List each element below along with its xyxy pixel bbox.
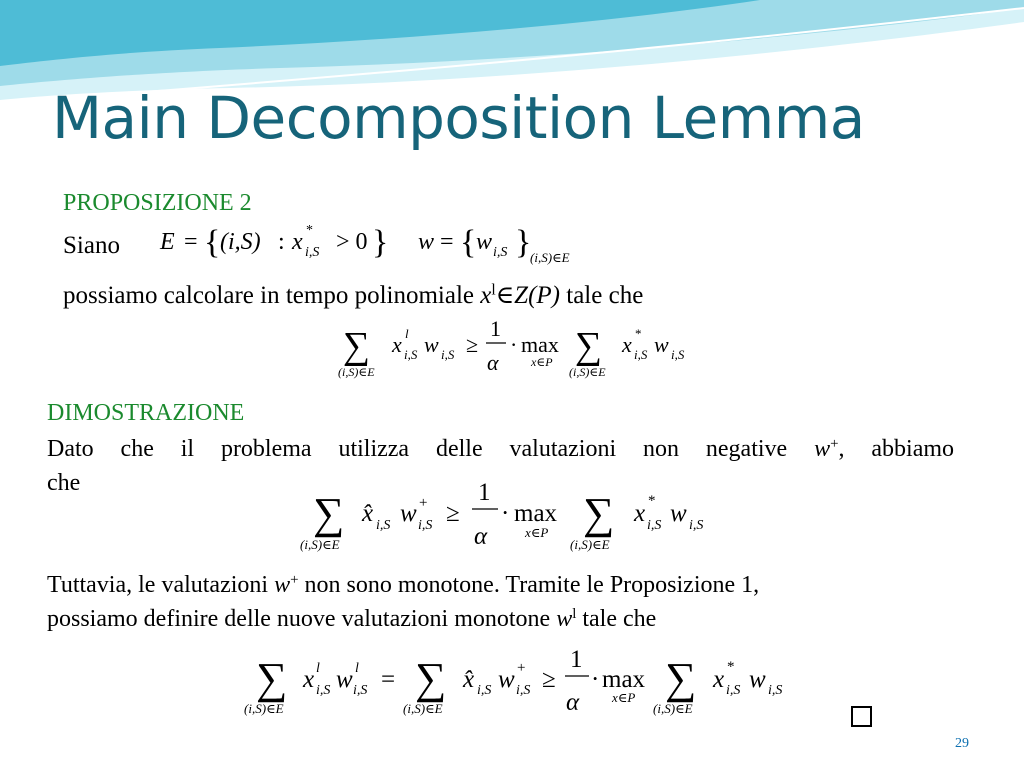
f4-w-sup: l (355, 661, 359, 676)
f3-range-1: (i,S)∈E (300, 537, 340, 552)
sentence-before: possiamo calcolare in tempo polinomiale (63, 282, 481, 309)
f3-max: max (514, 500, 558, 527)
f4-x: x (303, 666, 315, 693)
f1-idx: i,S (305, 245, 320, 260)
f3-xhat-idx: i,S (376, 518, 391, 533)
f3-w-idx: i,S (418, 518, 433, 533)
f4-range-2: (i,S)∈E (403, 701, 443, 716)
f4-xhat-idx: i,S (477, 683, 492, 698)
proof-text-4: possiamo definire delle nuove valutazioni monotone (47, 606, 557, 632)
f2-xstar-sup: * (635, 326, 642, 341)
f4-w2-idx: i,S (768, 683, 783, 698)
f4-eq: = (381, 666, 396, 693)
f2-xstar: x (622, 332, 632, 357)
f1-pair: (i,S) (220, 229, 261, 255)
f4-w-idx: i,S (353, 683, 368, 698)
f3-w2-idx: i,S (689, 518, 704, 533)
f3-x-in-p: x∈P (525, 525, 549, 540)
f2-w2-idx: i,S (671, 347, 685, 362)
f4-w2: w (749, 666, 766, 693)
w-variable: w (814, 436, 831, 462)
f4-cdot: · (591, 666, 600, 693)
proof-line-2: che (47, 470, 81, 496)
f3-range-2: (i,S)∈E (570, 537, 610, 552)
f4-w: w (336, 666, 353, 693)
f4-xstar-sup: * (727, 659, 735, 675)
f2-w-idx: i,S (441, 347, 455, 362)
f2-x-idx: i,S (404, 347, 418, 362)
f3-w-sup: + (419, 495, 428, 511)
f1-eq: = (184, 229, 198, 255)
f1-x: x (292, 229, 303, 255)
w-plus-superscript: + (830, 435, 839, 452)
proof-text-3b: non sono monotone. Tramite le Proposizione 1, (298, 572, 760, 598)
f4-xstar-idx: i,S (726, 683, 741, 698)
f3-one: 1 (478, 479, 491, 506)
page-number: 29 (955, 736, 969, 751)
f2-one: 1 (490, 316, 501, 341)
f1-e: E (160, 229, 175, 255)
f1-w-eq: = (440, 229, 454, 255)
f3-sum-2: ∑ (583, 489, 615, 538)
formula-definitions (159, 223, 570, 265)
f2-x: x (392, 332, 402, 357)
f4-wplus-sup: + (517, 660, 526, 676)
slide-title: Main Decomposition Lemma (52, 84, 865, 152)
siano-label: Siano (63, 232, 120, 259)
f1-left-brace: { (204, 224, 221, 261)
f1-right-brace: } (372, 224, 389, 261)
qed-square-icon (851, 706, 872, 727)
f3-xhat: x̂ (362, 500, 374, 527)
f3-cdot: · (501, 500, 510, 527)
proof-heading: DIMOSTRAZIONE (47, 400, 245, 426)
w-variable-3: w (556, 606, 573, 632)
f4-alpha: α (566, 689, 580, 716)
f2-max: max (521, 332, 559, 357)
f4-x-sup: l (316, 661, 320, 676)
f2-cdot: · (510, 332, 518, 357)
f1-star: * (306, 223, 313, 238)
sentence-after: tale che (560, 282, 644, 309)
f1-w-right-brace: } (515, 224, 532, 261)
f4-x-idx: i,S (316, 683, 331, 698)
f2-xstar-idx: i,S (634, 347, 648, 362)
f4-one: 1 (570, 646, 583, 673)
f3-alpha: α (474, 523, 488, 550)
x-variable: x (480, 282, 492, 309)
f2-sum-1: ∑ (343, 325, 371, 367)
f4-sum-3: ∑ (665, 654, 697, 703)
f3-xstar: x (634, 500, 646, 527)
f2-w2: w (654, 332, 669, 357)
f3-geq: ≥ (446, 500, 460, 527)
f3-xstar-idx: i,S (647, 518, 662, 533)
f1-w-elem: w (476, 229, 493, 255)
formula-proposition-inequality (338, 316, 685, 379)
formula-final-inequality (244, 646, 782, 716)
f2-x-in-p: x∈P (531, 355, 553, 369)
f4-wplus-idx: i,S (516, 683, 531, 698)
f1-gt-zero: > 0 (336, 229, 368, 255)
f4-max: max (602, 666, 646, 693)
f4-sum-2: ∑ (415, 654, 447, 703)
f2-range-1: (i,S)∈E (338, 365, 375, 379)
f4-xstar: x (713, 666, 725, 693)
f1-w-subscript: (i,S)∈E (530, 250, 570, 265)
f3-sum-1: ∑ (313, 489, 345, 538)
f2-w: w (424, 332, 439, 357)
f2-range-2: (i,S)∈E (569, 365, 606, 379)
membership-zp: ∈Z(P) (495, 282, 561, 309)
proof-text-4-end: tale che (576, 606, 657, 632)
f3-xstar-sup: * (648, 493, 656, 509)
w-l-superscript: l (572, 605, 577, 622)
f4-x-in-p: x∈P (612, 690, 636, 705)
f1-w-left-brace: { (460, 224, 477, 261)
proof-text-3a: Tuttavia, le valutazioni (47, 572, 275, 598)
f1-colon: : (278, 229, 285, 255)
f4-wplus: w (498, 666, 515, 693)
proposition-heading: PROPOSIZIONE 2 (63, 190, 252, 216)
f1-w-idx: i,S (493, 245, 508, 260)
f2-alpha: α (487, 350, 499, 375)
proof-text-1-end: , abbiamo (838, 436, 955, 462)
f4-xhat: x̂ (463, 666, 475, 693)
f4-range-1: (i,S)∈E (244, 701, 284, 716)
f2-geq: ≥ (466, 332, 479, 357)
f2-sum-2: ∑ (575, 325, 603, 367)
w-plus-superscript-2: + (290, 571, 299, 588)
proof-text-1: Dato che il problema utilizza delle valutazioni non negative (47, 436, 788, 462)
f2-x-sup: l (405, 326, 409, 341)
formula-proof-inequality (300, 479, 703, 552)
x-superscript: l (491, 281, 496, 299)
f4-sum-1: ∑ (256, 654, 288, 703)
f3-w: w (400, 500, 417, 527)
w-variable-2: w (274, 572, 291, 598)
f4-geq: ≥ (542, 666, 556, 693)
f3-w2: w (670, 500, 687, 527)
f1-w-name: w (418, 229, 435, 255)
f4-range-3: (i,S)∈E (653, 701, 693, 716)
